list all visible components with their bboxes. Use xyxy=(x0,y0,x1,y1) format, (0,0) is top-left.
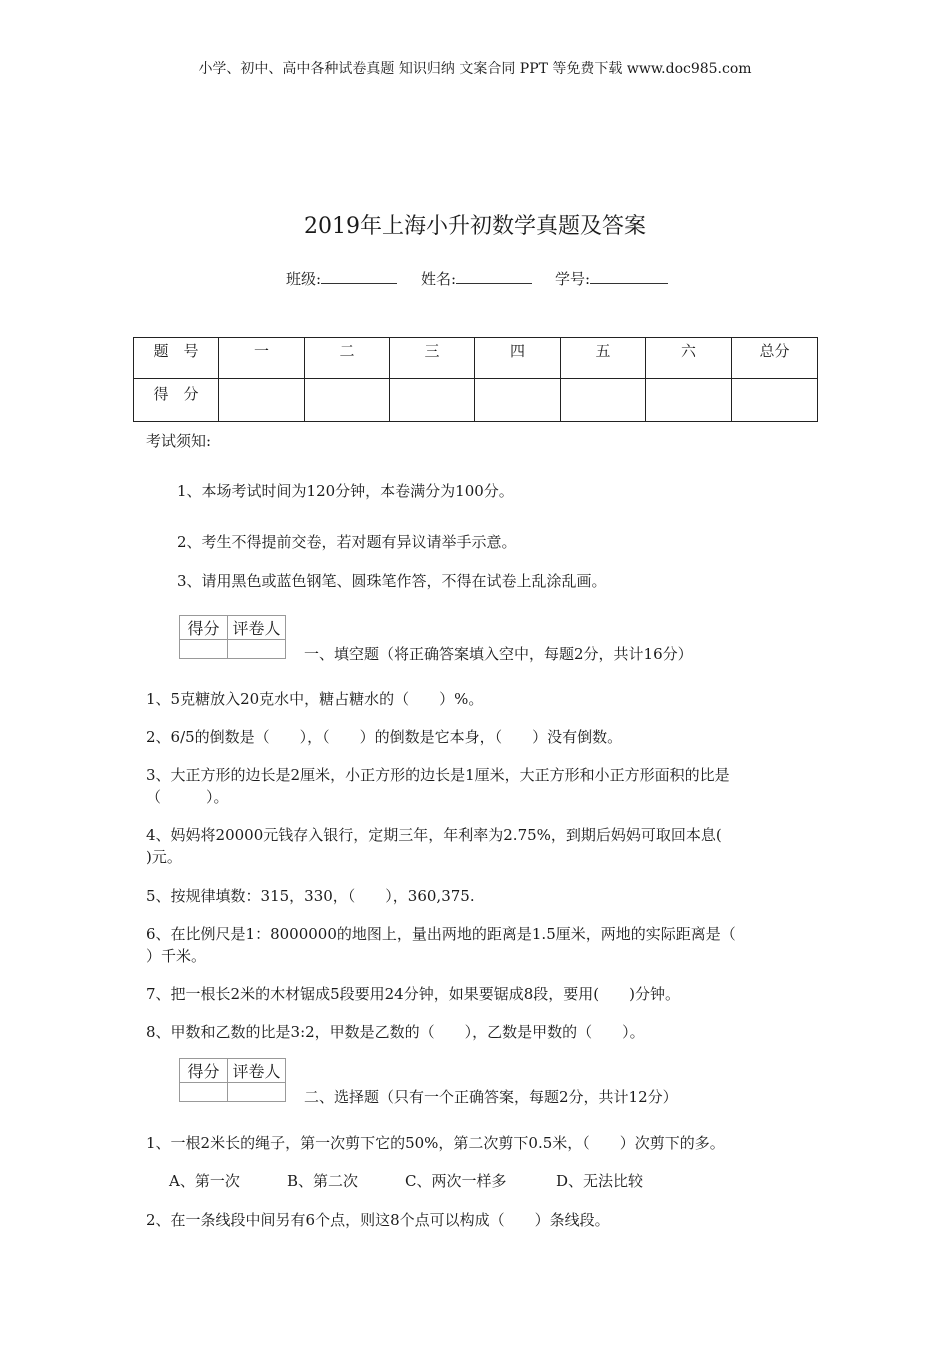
score-cell-6 xyxy=(646,379,732,422)
score-cell-4 xyxy=(475,379,561,422)
question: 7、把一根长2米的木材锯成5段要用24分钟，如果要锯成8段，要用( )分钟。 xyxy=(146,985,680,1003)
name-label: 姓名: xyxy=(421,270,457,288)
question-continuation: )元。 xyxy=(146,848,182,866)
class-field xyxy=(286,268,397,289)
notice-item: 2、考生不得提前交卷，若对题有异议请举手示意。 xyxy=(177,533,517,551)
notice-item: 3、请用黑色或蓝色钢笔、圆珠笔作答，不得在试卷上乱涂乱画。 xyxy=(177,572,607,590)
question: 2、6/5的倒数是（ ），（ ）的倒数是它本身，（ ）没有倒数。 xyxy=(146,728,623,746)
score-table xyxy=(133,337,818,422)
option-b: B、第二次 xyxy=(287,1172,359,1190)
grader-reviewer-label: 评卷人 xyxy=(228,616,286,640)
column-2: 二 xyxy=(305,338,390,379)
grader-score-label: 得分 xyxy=(180,616,228,640)
question: 1、一根2米长的绳子，第一次剪下它的50%，第二次剪下0.5米，（ ）次剪下的多。 xyxy=(146,1134,725,1152)
score-cell-1 xyxy=(219,379,305,422)
student-id-field xyxy=(555,268,668,289)
question: 6、在比例尺是1：8000000的地图上，量出两地的距离是1.5厘米，两地的实际距离是（ xyxy=(146,925,736,943)
score-table-header-row xyxy=(134,338,818,379)
question-continuation: （ ）。 xyxy=(146,788,229,806)
grader-box xyxy=(179,1058,286,1102)
notice-title: 考试须知: xyxy=(146,432,212,450)
grader-score-cell xyxy=(180,1083,228,1102)
grader-score-cell xyxy=(180,640,228,659)
notice-item: 1、本场考试时间为120分钟，本卷满分为100分。 xyxy=(177,482,514,500)
score-cell-total xyxy=(732,379,818,422)
column-total: 总分 xyxy=(732,338,818,379)
option-d: D、无法比较 xyxy=(556,1172,644,1190)
student-id-label: 学号: xyxy=(555,270,591,288)
grader-score-label: 得分 xyxy=(180,1059,228,1083)
option-a: A、第一次 xyxy=(169,1172,240,1190)
question-number-label: 题 号 xyxy=(134,338,219,379)
column-3: 三 xyxy=(390,338,475,379)
grader-reviewer-cell xyxy=(228,1083,286,1102)
section-2-title: 二、选择题（只有一个正确答案，每题2分，共计12分） xyxy=(304,1088,678,1106)
question: 5、按规律填数：315，330，（ ），360,375. xyxy=(146,887,475,905)
score-label: 得 分 xyxy=(134,379,219,422)
score-table-score-row xyxy=(134,379,818,422)
name-blank xyxy=(456,271,532,284)
name-field xyxy=(421,268,532,289)
page-header: 小学、初中、高中各种试卷真题 知识归纳 文案合同 PPT 等免费下载 www.doc985.com xyxy=(198,61,752,77)
question-continuation: ）千米。 xyxy=(146,947,207,965)
class-label: 班级: xyxy=(286,270,322,288)
column-4: 四 xyxy=(475,338,561,379)
score-cell-3 xyxy=(390,379,475,422)
grader-box xyxy=(179,615,286,659)
grader-reviewer-cell xyxy=(228,640,286,659)
question: 3、大正方形的边长是2厘米，小正方形的边长是1厘米，大正方形和小正方形面积的比是 xyxy=(146,766,730,784)
student-id-blank xyxy=(590,271,668,284)
column-5: 五 xyxy=(561,338,646,379)
column-6: 六 xyxy=(646,338,732,379)
question: 4、妈妈将20000元钱存入银行，定期三年，年利率为2.75%，到期后妈妈可取回本息( xyxy=(146,826,722,844)
page-title: 2019年上海小升初数学真题及答案 xyxy=(304,214,646,239)
section-1-title: 一、填空题（将正确答案填入空中，每题2分，共计16分） xyxy=(304,645,693,663)
question: 8、甲数和乙数的比是3:2，甲数是乙数的（ ），乙数是甲数的（ ）。 xyxy=(146,1023,645,1041)
question: 1、5克糖放入20克水中，糖占糖水的（ ）%。 xyxy=(146,690,484,708)
column-1: 一 xyxy=(219,338,305,379)
grader-reviewer-label: 评卷人 xyxy=(228,1059,286,1083)
option-c: C、两次一样多 xyxy=(405,1172,507,1190)
class-blank xyxy=(321,271,397,284)
question: 2、在一条线段中间另有6个点，则这8个点可以构成（ ）条线段。 xyxy=(146,1211,610,1229)
score-cell-2 xyxy=(305,379,390,422)
score-cell-5 xyxy=(561,379,646,422)
